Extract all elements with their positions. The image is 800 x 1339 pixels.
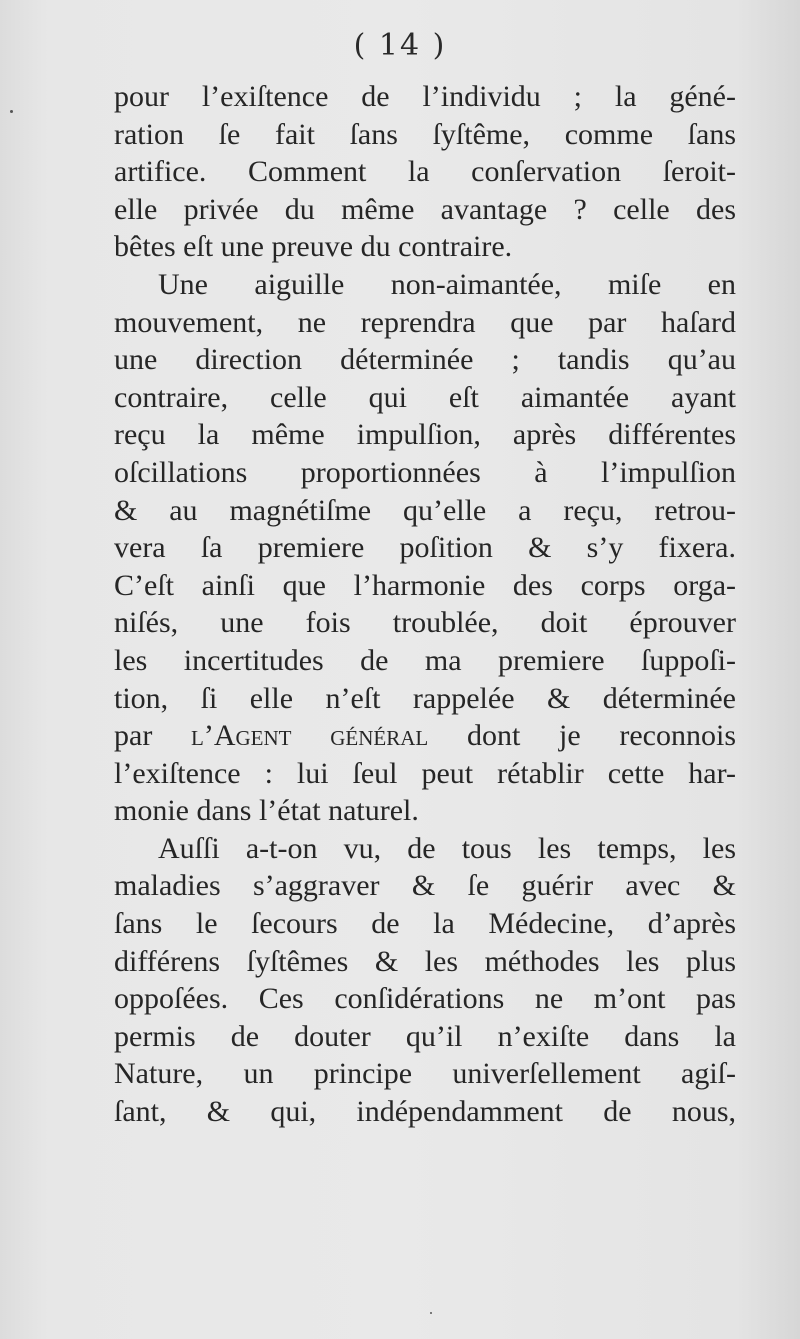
text-line: niſés, une fois troublée, doit éprouver bbox=[114, 606, 736, 640]
text-line: les incertitudes de ma premiere ſuppoſi- bbox=[114, 643, 736, 677]
text-line: reçu la même impulſion, après différentes bbox=[114, 418, 736, 452]
text-line: Auſſi a-t-on vu, de tous les temps, les bbox=[158, 831, 736, 865]
text-line: l’exiſtence : lui ſeul peut rétablir cette har- bbox=[114, 756, 736, 790]
text-line: bêtes eſt une preuve du contraire. bbox=[114, 230, 513, 264]
text-line: pour l’exiſtence de l’individu ; la géné- bbox=[114, 80, 736, 113]
text-line: Nature, un principe univerſellement agiſ- bbox=[114, 1057, 736, 1091]
text-line: C’eſt ainſi que l’harmonie des corps orga- bbox=[114, 568, 736, 602]
small-caps-term: l’Agent général bbox=[191, 719, 429, 753]
text-line: ration ſe fait ſans ſyſtême, comme ſans bbox=[114, 117, 736, 151]
text-line: une direction déterminée ; tandis qu’au bbox=[114, 343, 736, 377]
text-line: artifice. Comment la conſervation ſeroit- bbox=[114, 155, 736, 189]
body-text bbox=[114, 78, 736, 1131]
paper-speck bbox=[430, 1312, 432, 1314]
text-line: vera ſa premiere poſition & s’y fixera. bbox=[114, 531, 736, 565]
text-line: Une aiguille non-aimantée, miſe en bbox=[158, 267, 736, 301]
paper-speck bbox=[10, 110, 13, 113]
text-line: monie dans l’état naturel. bbox=[114, 794, 419, 828]
text-line: différens ſyſtêmes & les méthodes les plus bbox=[114, 944, 736, 978]
text-line: contraire, celle qui eſt aimantée ayant bbox=[114, 380, 736, 414]
text-line: maladies s’aggraver & ſe guérir avec & bbox=[114, 869, 736, 903]
text-line: mouvement, ne reprendra que par haſard bbox=[114, 305, 736, 339]
text-line: oppoſées. Ces conſidérations ne m’ont pas bbox=[114, 982, 736, 1016]
text-line: ſans le ſecours de la Médecine, d’après bbox=[114, 907, 736, 941]
text-fragment: par bbox=[114, 719, 192, 753]
text-line: elle privée du même avantage ? celle des bbox=[114, 192, 736, 226]
text-line: oſcillations proportionnées à l’impulſion bbox=[114, 455, 736, 489]
text-line: tion, ſi elle n’eſt rappelée & déterminée bbox=[114, 681, 736, 715]
text-line: ſant, & qui, indépendamment de nous, bbox=[114, 1095, 736, 1129]
text-line: permis de douter qu’il n’exiſte dans la bbox=[114, 1019, 736, 1053]
page-number: ( 14 ) bbox=[353, 28, 447, 63]
text-line bbox=[114, 717, 736, 755]
text-fragment: dont je reconnois bbox=[428, 719, 736, 753]
text-line: & au magnétiſme qu’elle a reçu, retrou- bbox=[114, 493, 736, 527]
